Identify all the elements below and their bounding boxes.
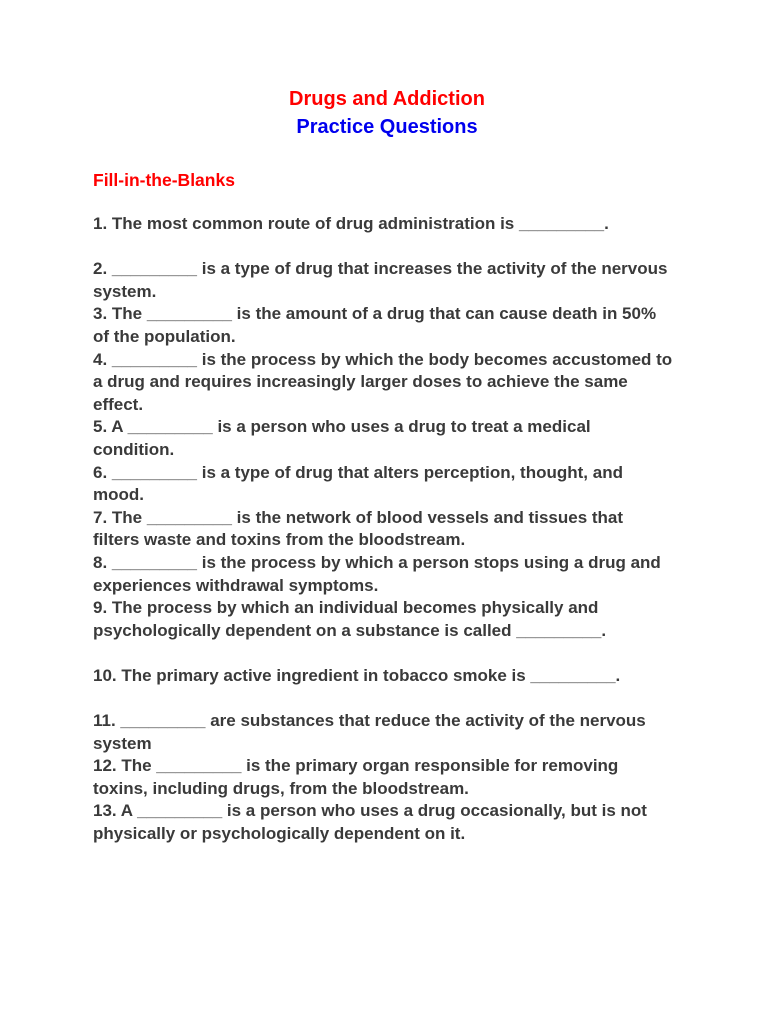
question-item-6: 6. _________ is a type of drug that alters perception, thought, and mood.: [93, 462, 623, 505]
question-item-5: 5. A _________ is a person who uses a drug to treat a medical condition.: [93, 417, 591, 459]
question-item-4: 4. _________ is the process by which the body becomes accustomed to a drug and requires increasingly larger doses to achieve the same effect.: [93, 349, 673, 414]
question-item-2: 2. _________ is a type of drug that increases the activity of the nervous system.: [93, 259, 668, 301]
question-item-11: 11. _________ are substances that reduce the activity of the nervous system: [93, 711, 646, 753]
question-item-8: 8. _________ is the process by which a person stops using a drug and experiences withdrawal symptoms.: [93, 552, 661, 595]
question-item-10: 10. The primary active ingredient in tobacco smoke is _________.: [93, 665, 621, 685]
document-subtitle: Practice Questions: [296, 116, 478, 138]
question-item-12: 12. The _________ is the primary organ responsible for removing toxins, including drugs, from the bloodstream.: [93, 756, 619, 798]
question-list: [93, 213, 673, 846]
question-item-13: 13. A _________ is a person who uses a drug occasionally, but is not physically or psychologically dependent on it.: [93, 801, 647, 844]
question-item-7: 7. The _________ is the network of blood vessels and tissues that filters waste and toxins from the bloodstream.: [93, 507, 624, 550]
question-item-3: 3. The _________ is the amount of a drug that can cause death in 50% of the population.: [93, 304, 657, 346]
question-item-9: 9. The process by which an individual becomes physically and psychologically dependent on a substance is called _________.: [93, 598, 607, 640]
document-title: Drugs and Addiction: [289, 88, 485, 110]
question-item-1: 1. The most common route of drug administration is _________.: [93, 214, 609, 233]
section-heading: Fill-in-the-Blanks: [93, 170, 235, 190]
